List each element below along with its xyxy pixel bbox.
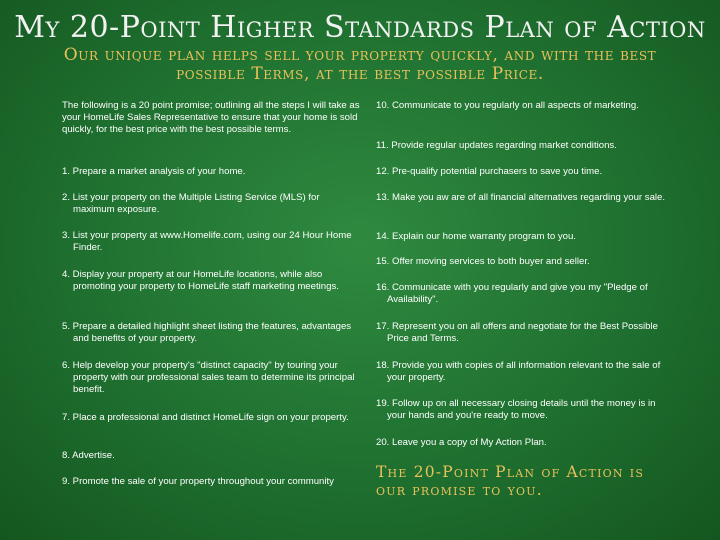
- list-item-4: 4. Display your property at our HomeLife locations, while also promoting your property to HomeLife staff marketing meetings.: [62, 269, 339, 292]
- list-item-2: 2. List your property on the Multiple Listing Service (MLS) for maximum exposure.: [62, 192, 320, 215]
- list-item-9: 9. Promote the sale of your property throughout your community: [62, 476, 334, 487]
- list-item-14: 14. Explain our home warranty program to you.: [376, 231, 576, 242]
- list-item-12: 12. Pre-qualify potential purchasers to save you time.: [376, 166, 603, 177]
- list-item-15: 15. Offer moving services to both buyer and seller.: [376, 256, 590, 267]
- list-item-7: 7. Place a professional and distinct HomeLife sign on your property.: [62, 412, 349, 423]
- list-item-11: 11. Provide regular updates regarding market conditions.: [376, 140, 617, 151]
- list-item-20: 20. Leave you a copy of My Action Plan.: [376, 437, 547, 448]
- list-item-1: 1. Prepare a market analysis of your home.: [62, 166, 246, 177]
- list-item-17: 17. Represent you on all offers and negotiate for the Best Possible Price and Terms.: [376, 321, 658, 344]
- list-item-16: 16. Communicate with you regularly and give you my "Pledge of Availability".: [376, 282, 648, 305]
- list-item-19: 19. Follow up on all necessary closing details until the money is in your hands and you're ready to move.: [376, 398, 656, 421]
- list-item-3: 3. List your property at www.Homelife.com, using our 24 Hour Home Finder.: [62, 230, 352, 253]
- list-item-18: 18. Provide you with copies of all information relevant to the sale of your property.: [376, 360, 661, 383]
- list-item-6: 6. Help develop your property's "distinct capacity" by touring your property with our professional sales team to determine its principal benefit.: [62, 360, 355, 395]
- list-item-13: 13. Make you aw are of all financial alternatives regarding your sale.: [376, 192, 666, 203]
- promise-tagline: The 20-Point Plan of Action is our promise to you.: [376, 463, 645, 499]
- list-item-10: 10. Communicate to you regularly on all aspects of marketing.: [376, 100, 639, 111]
- list-item-5: 5. Prepare a detailed highlight sheet listing the features, advantages and benefits of your property.: [62, 321, 352, 344]
- page-subtitle: Our unique plan helps sell your property quickly, and with the best possible Terms, at the best possible Price.: [63, 45, 657, 84]
- page-title: My 20-Point Higher Standards Plan of Action: [14, 10, 706, 45]
- intro-paragraph: The following is a 20 point promise; outlining all the steps I will take as your HomeLife Sales Representative to ensure that your home is sold quickly, for the best price with the best possible terms.: [62, 100, 360, 135]
- list-item-8: 8. Advertise.: [62, 450, 115, 461]
